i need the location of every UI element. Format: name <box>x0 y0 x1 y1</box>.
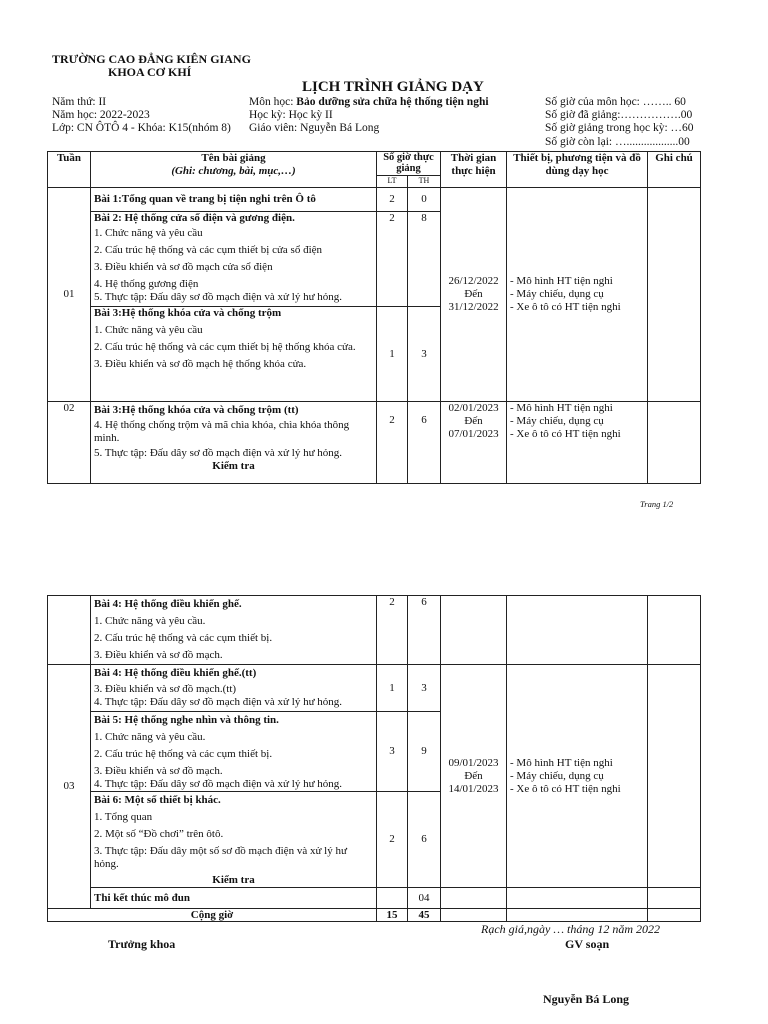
lesson-item: 2. Cấu trúc hệ thống và các cụm thiết bị. <box>94 748 273 760</box>
lesson-6-th: 6 <box>408 792 441 888</box>
lesson-1-lt: 2 <box>377 188 408 212</box>
faculty-name: KHOA CƠ KHÍ <box>108 65 192 79</box>
final-exam-dates <box>441 888 507 909</box>
lesson-4tt-cell <box>91 665 377 712</box>
total-dates <box>441 909 507 922</box>
equipment-item: - Xe ô tô có HT tiện nghi <box>510 428 621 440</box>
lesson-6-title: Bài 6: Một số thiết bị khác. <box>94 794 221 806</box>
lesson-item: 4. Hệ thống gương điện <box>94 278 199 290</box>
header-week: Tuần <box>48 152 91 188</box>
lesson-3-th: 3 <box>408 307 441 402</box>
week-cell-empty <box>48 596 91 665</box>
lesson-item: 5. Thực tập: Đấu dây sơ đồ mạch điện và xử lý hư hỏng. <box>94 291 343 303</box>
lesson-3tt-th: 6 <box>408 402 441 484</box>
header-equipment: Thiết bị, phương tiện và đồ dùng dạy học <box>507 152 648 188</box>
lesson-item: 4. Thực tập: Đấu dây sơ đồ mạch điện và xử lý hư hỏng. <box>94 696 343 708</box>
lesson-4-cell <box>91 596 377 665</box>
week-02-notes <box>648 402 701 484</box>
final-exam-label: Thi kết thúc mô đun <box>91 888 377 909</box>
lesson-item: 4. Hệ thống chống trộm và mã chìa khóa, chìa khóa thông minh. <box>94 419 350 444</box>
lesson-item: 1. Tổng quan <box>94 811 153 823</box>
lesson-5-lt: 3 <box>377 712 408 792</box>
hours-remaining: Số giờ còn lại: …..................00 <box>545 136 690 148</box>
total-label: Cộng giờ <box>48 909 377 922</box>
teacher: Giáo viên: Nguyễn Bá Long <box>249 122 380 134</box>
lesson-item: 1. Chức năng và yêu cầu. <box>94 615 206 627</box>
total-notes <box>648 909 701 922</box>
lesson-2-th: 8 <box>408 212 441 307</box>
equipment-item: - Xe ô tô có HT tiện nghi <box>510 782 621 795</box>
hours-taught: Số giờ đã giảng:…………….00 <box>545 109 693 121</box>
date-from: 02/01/2023 <box>448 402 499 414</box>
date-from: 26/12/2022 <box>448 275 499 287</box>
week-03: 03 <box>48 665 91 909</box>
equipment-item: - Máy chiếu, dụng cụ <box>510 288 604 300</box>
class-info: Lớp: CN ÔTÔ 4 - Khóa: K15(nhóm 8) <box>52 122 231 134</box>
week-01-notes <box>648 188 701 402</box>
lesson-5-th: 9 <box>408 712 441 792</box>
lesson-item: 1. Chức năng và yêu cầu <box>94 324 203 336</box>
week-01-dates <box>441 188 507 402</box>
lesson-6-cell <box>91 792 377 888</box>
lesson-1-th: 0 <box>408 188 441 212</box>
lesson-item: 3. Điều khiển và sơ đồ mạch cửa sổ điện <box>94 261 273 273</box>
lesson-item: 3. Thực tập: Đấu dây một số sơ đồ mạch điện và xử lý hư hỏng. <box>94 845 347 870</box>
lesson-item: 2. Cấu trúc hệ thống và các cụm thiết bị hệ thống khóa cửa. <box>94 341 356 353</box>
hours-semester: Số giờ giảng trong học kỳ: …60 <box>545 122 694 134</box>
header-lesson-note: (Ghi: chương, bài, mục,…) <box>171 165 296 177</box>
hours-total: Số giờ của môn học: …….. 60 <box>545 96 686 108</box>
subject-line <box>249 96 489 108</box>
lesson-item: 3. Điều khiển và sơ đồ mạch. <box>94 765 223 777</box>
page-title: LỊCH TRÌNH GIẢNG DẠY <box>302 79 484 95</box>
equipment-item: - Xe ô tô có HT tiện nghi <box>510 301 621 313</box>
lesson-item: 5. Thực tập: Đấu dây sơ đồ mạch điện và xử lý hư hỏng. <box>94 447 343 459</box>
week-02: 02 <box>48 402 91 484</box>
lesson-item: 2. Cấu trúc hệ thống và các cụm thiết bị. <box>94 632 273 644</box>
final-exam-th: 04 <box>408 888 441 909</box>
lesson-item: 3. Điều khiển và sơ đồ mạch. <box>94 649 223 661</box>
week-03-equipment <box>507 665 648 888</box>
lesson-2-title: Bài 2: Hệ thống cửa sổ điện và gương điện. <box>94 212 295 224</box>
exam-label: Kiểm tra <box>212 874 255 886</box>
lesson-1-title: Bài 1:Tổng quan về trang bị tiện nghi trên Ô tô <box>91 188 377 212</box>
date-to: 14/01/2023 <box>448 782 499 795</box>
lesson-2-lt: 2 <box>377 212 408 307</box>
lesson-2-cell <box>91 212 377 307</box>
header-lesson-title: Tên bài giảng <box>201 152 266 164</box>
head-of-faculty-label: Trưởng khoa <box>108 937 176 951</box>
lesson-5-title: Bài 5: Hệ thống nghe nhìn và thông tin. <box>94 714 279 726</box>
semester: Học kỳ: Học kỳ II <box>249 109 333 121</box>
week-02-dates <box>441 402 507 484</box>
equipment-item: - Máy chiếu, dụng cụ <box>510 769 604 782</box>
lesson-4tt-lt: 1 <box>377 665 408 712</box>
week-03-dates <box>441 665 507 888</box>
lesson-item: 4. Thực tập: Đấu dây sơ đồ mạch điện và xử lý hư hỏng. <box>94 778 343 790</box>
header-time: Thời gian thực hiện <box>441 152 507 188</box>
lesson-item: 2. Một số “Đồ chơi” trên ôtô. <box>94 828 224 840</box>
lesson-3tt-lt: 2 <box>377 402 408 484</box>
equipment-item: - Mô hình HT tiện nghi <box>510 275 613 287</box>
lesson-item: 1. Chức năng và yêu cầu <box>94 227 203 239</box>
total-th: 45 <box>408 909 441 922</box>
place-date: Rạch giá,ngày … tháng 12 năm 2022 <box>481 922 660 936</box>
lesson-item: 1. Chức năng và yêu cầu. <box>94 731 206 743</box>
dates-empty <box>441 596 507 665</box>
equipment-item: - Mô hình HT tiện nghi <box>510 402 613 414</box>
header-hours: Số giờ thực giảng <box>377 152 441 176</box>
lesson-3tt-title: Bài 3:Hệ thống khóa cửa và chống trộm (tt) <box>94 404 299 416</box>
equipment-item: - Máy chiếu, dụng cụ <box>510 415 604 427</box>
header-th: TH <box>408 176 441 188</box>
date-to-label: Đến <box>464 415 483 427</box>
lesson-item: 3. Điều khiển và sơ đồ mạch hệ thống khóa cửa. <box>94 358 307 370</box>
lesson-item: 3. Điều khiển và sơ đồ mạch.(tt) <box>94 683 237 695</box>
lesson-3-lt: 1 <box>377 307 408 402</box>
date-to-label: Đến <box>464 288 483 300</box>
lesson-6-lt: 2 <box>377 792 408 888</box>
equipment-empty <box>507 596 648 665</box>
lesson-4-lt: 2 <box>377 596 408 665</box>
lesson-3tt-cell <box>91 402 377 484</box>
lesson-item: 2. Cấu trúc hệ thống và các cụm thiết bị cửa sổ điện <box>94 244 323 256</box>
date-from: 09/01/2023 <box>448 756 499 769</box>
lesson-4tt-th: 3 <box>408 665 441 712</box>
total-equipment <box>507 909 648 922</box>
lesson-4-th: 6 <box>408 596 441 665</box>
week-01-equipment <box>507 188 648 402</box>
date-to: 31/12/2022 <box>448 301 499 313</box>
school-year: Năm học: 2022-2023 <box>52 109 150 121</box>
final-exam-equipment <box>507 888 648 909</box>
equipment-item: - Mô hình HT tiện nghi <box>510 756 613 769</box>
header-lesson <box>91 152 377 188</box>
lesson-4tt-title: Bài 4: Hệ thống điều khiển ghế.(tt) <box>94 667 257 679</box>
page-number: Trang 1/2 <box>640 499 674 509</box>
schedule-table-page1 <box>47 151 701 484</box>
lesson-4-title: Bài 4: Hệ thống điều khiển ghế. <box>94 598 242 610</box>
date-to: 07/01/2023 <box>448 428 499 440</box>
subject-name: Bảo dưỡng sửa chữa hệ thống tiện nghi <box>296 96 489 108</box>
subject-label: Môn học: <box>249 96 297 108</box>
author-label: GV soạn <box>565 937 610 951</box>
total-lt: 15 <box>377 909 408 922</box>
notes-empty <box>648 596 701 665</box>
schedule-table-page2 <box>47 595 701 922</box>
lesson-3-cell <box>91 307 377 402</box>
year-of-study: Năm thứ: II <box>52 96 107 108</box>
header-notes: Ghi chú <box>648 152 701 188</box>
final-exam-notes <box>648 888 701 909</box>
author-name: Nguyễn Bá Long <box>543 992 630 1006</box>
week-01: 01 <box>48 188 91 402</box>
exam-label: Kiểm tra <box>212 460 255 472</box>
week-02-equipment <box>507 402 648 484</box>
date-to-label: Đến <box>464 769 483 782</box>
header-lt: LT <box>377 176 408 188</box>
lesson-5-cell <box>91 712 377 792</box>
school-name: TRƯỜNG CAO ĐẲNG KIÊN GIANG <box>52 52 251 66</box>
lesson-3-title: Bài 3:Hệ thống khóa cửa và chống trộm <box>94 307 282 319</box>
week-03-notes <box>648 665 701 888</box>
final-exam-lt <box>377 888 408 909</box>
